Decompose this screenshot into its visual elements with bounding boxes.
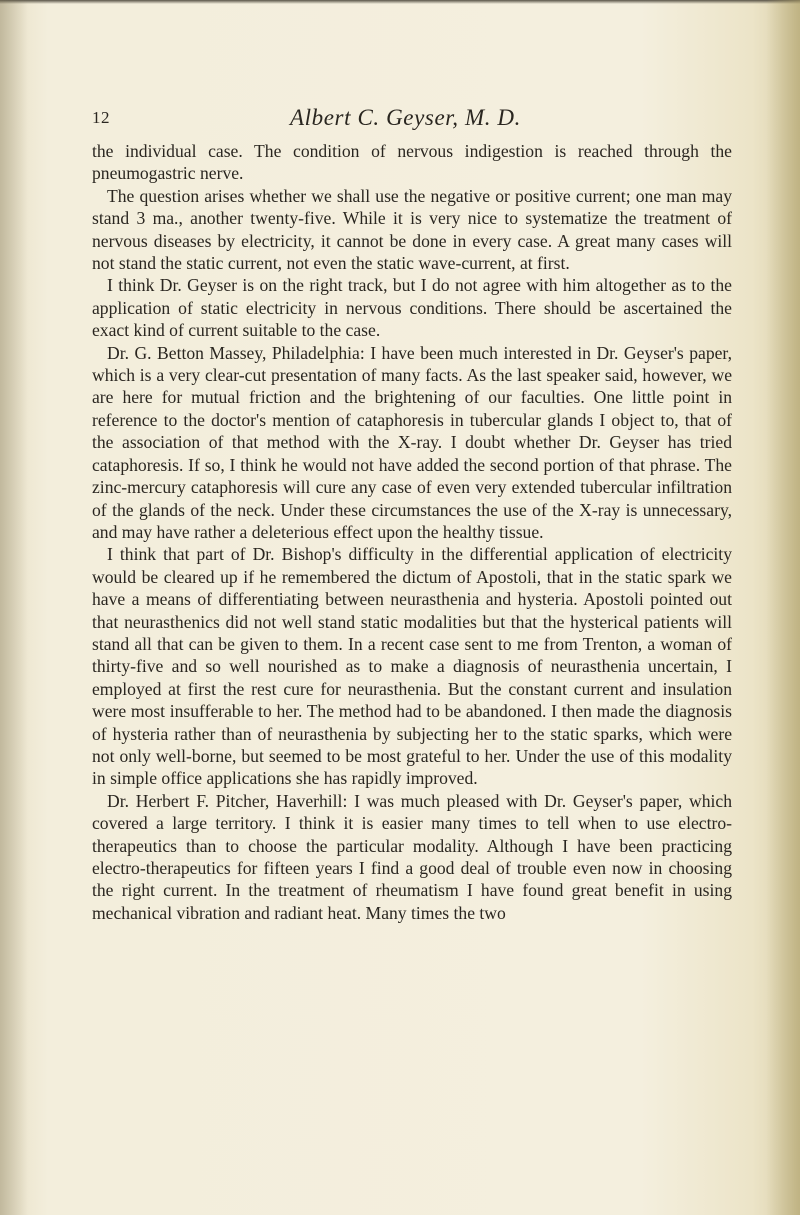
paragraph: Dr. Herbert F. Pitcher, Haverhill: I was much pleased with Dr. Geyser's paper, which covered a large territory. I think it is easier many times to tell when to use electro-therapeutics than to choose the particular modality. Although I have been practicing electro-therapeutics for fifteen years I find a good deal of trouble even now in choosing the right current. In the treatment of rheumatism I have found great benefit in using mechanical vibration and radiant heat. Many times the two bbox=[92, 790, 732, 923]
right-edge-stain bbox=[766, 0, 800, 1215]
paragraph: I think that part of Dr. Bishop's difficulty in the differential application of electricity would be cleared up if he remembered the dictum of Apostoli, that in the static spark we have a means of differentiating between neurasthenia and hysteria. Apostoli pointed out that neurasthenics did not well stand static modalities but that the hysterical patients will stand all that can be given to them. In a recent case sent to me from Trenton, a woman of thirty-five and so well nourished as to make a diagnosis of neurasthenia uncertain, I employed at first the rest cure for neurasthenia. But the constant current and insulation were most insufferable to her. The method had to be abandoned. I then made the diagnosis of hysteria rather than of neurasthenia by subjecting her to the static sparks, which were not only well-borne, but seemed to be most grateful to her. Under the use of this modality in simple office applications she has rapidly improved. bbox=[92, 544, 732, 789]
page-header bbox=[92, 105, 732, 134]
left-edge-shadow bbox=[0, 0, 28, 1215]
running-head: Albert C. Geyser, M. D. bbox=[290, 105, 521, 130]
paragraph: I think Dr. Geyser is on the right track, but I do not agree with him altogether as to the application of static electricity in nervous conditions. There should be ascertained the exact kind of current suitable to the case. bbox=[92, 275, 732, 341]
paragraph: the individual case. The condition of nervous indigestion is reached through the pneumogastric nerve. bbox=[92, 141, 732, 184]
paragraph: The question arises whether we shall use the negative or positive current; one man may stand 3 ma., another twenty-five. While it is very nice to systematize the treatment of nervous diseases by electricity, it cannot be done in every case. A great many cases will not stand the static current, not even the static wave-current, at first. bbox=[92, 185, 732, 274]
top-edge-shadow bbox=[0, 0, 800, 4]
page-number: 12 bbox=[92, 108, 110, 127]
paragraph: Dr. G. Betton Massey, Philadelphia: I have been much interested in Dr. Geyser's paper, which is a very clear-cut presentation of many facts. As the last speaker said, however, we are here for mutual friction and the brightening of our faculties. One little point in reference to the doctor's mention of cataphoresis in tubercular glands I object to, that of the association of that method with the X-ray. I doubt whether Dr. Geyser has tried cataphoresis. If so, I think he would not have added the second portion of that phrase. The zinc-mercury cataphoresis will cure any case of even very extended tubercular infiltration of the glands of the neck. Under these circumstances the use of the X-ray is unnecessary, and may have rather a deleterious effect upon the healthy tissue. bbox=[92, 342, 732, 542]
body-text bbox=[92, 140, 732, 924]
